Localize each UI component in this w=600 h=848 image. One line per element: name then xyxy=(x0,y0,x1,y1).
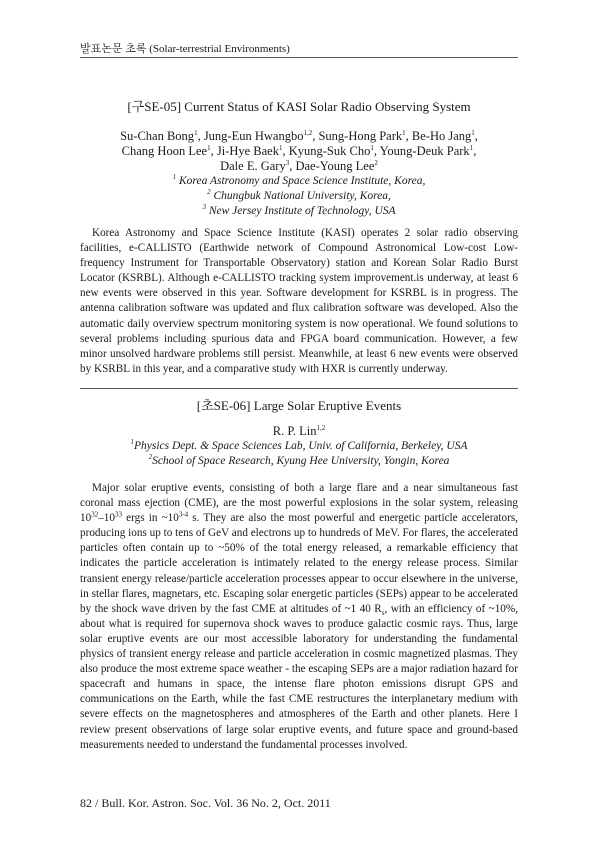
paper1-author: Kyung-Suk Cho xyxy=(288,144,371,158)
paper1-author: Jung-Eun Hwangbo xyxy=(203,129,304,143)
paper1-affiliation: $^1$ Korea Astronomy and Space Science Institute, Korea, xyxy=(172,173,426,187)
paper2-abstract xyxy=(80,481,518,753)
paper2-affiliation: $^2$School of Space Research, Kyung Hee University, Yongin, Korea xyxy=(148,453,450,467)
paper1-author: Sung-Hong Park xyxy=(318,129,403,143)
paper2-affiliations xyxy=(80,439,518,469)
paper1-affiliations xyxy=(80,174,518,219)
paper2-title: [초SE-06] Large Solar Eruptive Events xyxy=(196,398,402,413)
paper1-author: Dale E. Gary xyxy=(220,159,286,173)
paper1-author: Ji-Hye Baek xyxy=(216,144,279,158)
paper1-author-line-2: Chang Hoon Lee$^1$, Ji-Hye Baek$^1$, Kyung-Suk Cho$^1$, Young-Deuk Park$^1$, xyxy=(121,143,477,158)
paper1-author: Be-Ho Jang xyxy=(411,129,472,143)
paper2-author: R. P. Lin xyxy=(272,424,317,438)
paper1-author: Su-Chan Bong xyxy=(120,129,195,143)
running-header: 발표논문 초록 (Solar-terrestrial Environments) xyxy=(80,43,290,55)
paper1-title: [구SE-05] Current Status of KASI Solar Radio Observing System xyxy=(127,99,471,114)
section-divider xyxy=(80,388,518,389)
page-footer: 82 / Bull. Kor. Astron. Soc. Vol. 36 No. 2, Oct. 2011 xyxy=(80,796,331,810)
header-rule xyxy=(80,57,518,58)
paper1-abstract-text: Korea Astronomy and Space Science Institute (KASI) operates 2 solar radio observing facilities, e-CALLISTO (Earthwide network of Compound Astronomical Low-cost Low-frequency Instrument for Transportable Observatory) station and Korean Solar Radio Burst Locator (KSRBL). Although e-CALLISTO tracking system improvement.is underway, at least 6 new events were observed in this year. Software development for KSRBL is in progress. The antenna calibration software was updated and flux calibration software was developed. Also the automatic daily overview spectrum monitoring system is now operational. We found solutions to several problems including spurious data and FPGA board communication. However, a few minor unsolved hardware problems still persist. Meanwhile, at least 6 new events were observed by KSRBL in this year, and a comparative study with HXR is currently underway. xyxy=(80,227,518,375)
paper1-authors xyxy=(80,129,518,174)
paper1-author: Chang Hoon Lee xyxy=(121,144,208,158)
paper2-authors: R. P. Lin$^{1,2}$ xyxy=(272,423,326,438)
paper1-affiliation: $^2$ Chungbuk National University, Korea, xyxy=(207,188,391,202)
paper1-abstract xyxy=(80,226,518,377)
paper1-author-line-3: Dale E. Gary$^3$, Dae-Young Lee$^2$ xyxy=(220,158,378,173)
paper1-author: Dae-Young Lee xyxy=(295,159,375,173)
paper2-affiliation: $^1$Physics Dept. & Space Sciences Lab, Univ. of California, Berkeley, USA xyxy=(130,438,468,452)
paper1-affiliation: $^3$ New Jersey Institute of Technology, USA xyxy=(202,203,396,217)
paper2-abstract-text: Major solar eruptive events, consisting of both a large flare and a near simultaneous fast coronal mass ejection (CME), are the most powerful explosions in the solar system, releasing $10^{32}-10^{33}$ ergs in ~10$^{3-4}$ s. They are also the most powerful and energetic particle accelerators, producing ions up to tens of GeV and electrons up to hundreds of MeV. For flares, the accelerated particles often contain up to ~50% of the total energy released, a remarkable efficiency that indicates the particle acceleration is intimately related to the energy release process. Similar transient energy release/particle acceleration processes appear to occur elsewhere in the universe, in stellar flares, magnetars, etc. Escaping solar energetic particles (SEPs) appear to be accelerated by the shock wave driven by the fast CME at altitudes of ~1 40 $R_s$, with an efficiency of ~10%, about what is required for supernova shock waves to produce galactic cosmic rays. Thus, large solar eruptive events are our most accessible laboratory for understanding the fundamental physics of transient energy release and particle acceleration in cosmic magnetized plasmas. They also produce the most extreme space weather - the escaping SEPs are a major radiation hazard for spacecraft and humans in space, the intense flare photon emissions disrupt GPS and communications on the Earth, while the fast CME restructures the interplanetary medium with severe effects on the magnetospheres and atmospheres of the Earth and other planets. Here I review present observations of large solar eruptive events, and future space and ground-based measurements needed to understand the fundamental processes involved. xyxy=(80,482,519,751)
paper1-author: Young-Deuk Park xyxy=(379,144,470,158)
paper1-author-line-1: Su-Chan Bong$^1$, Jung-Eun Hwangbo$^{1,2}$, Sung-Hong Park$^1$, Be-Ho Jang$^1$, xyxy=(120,128,478,143)
